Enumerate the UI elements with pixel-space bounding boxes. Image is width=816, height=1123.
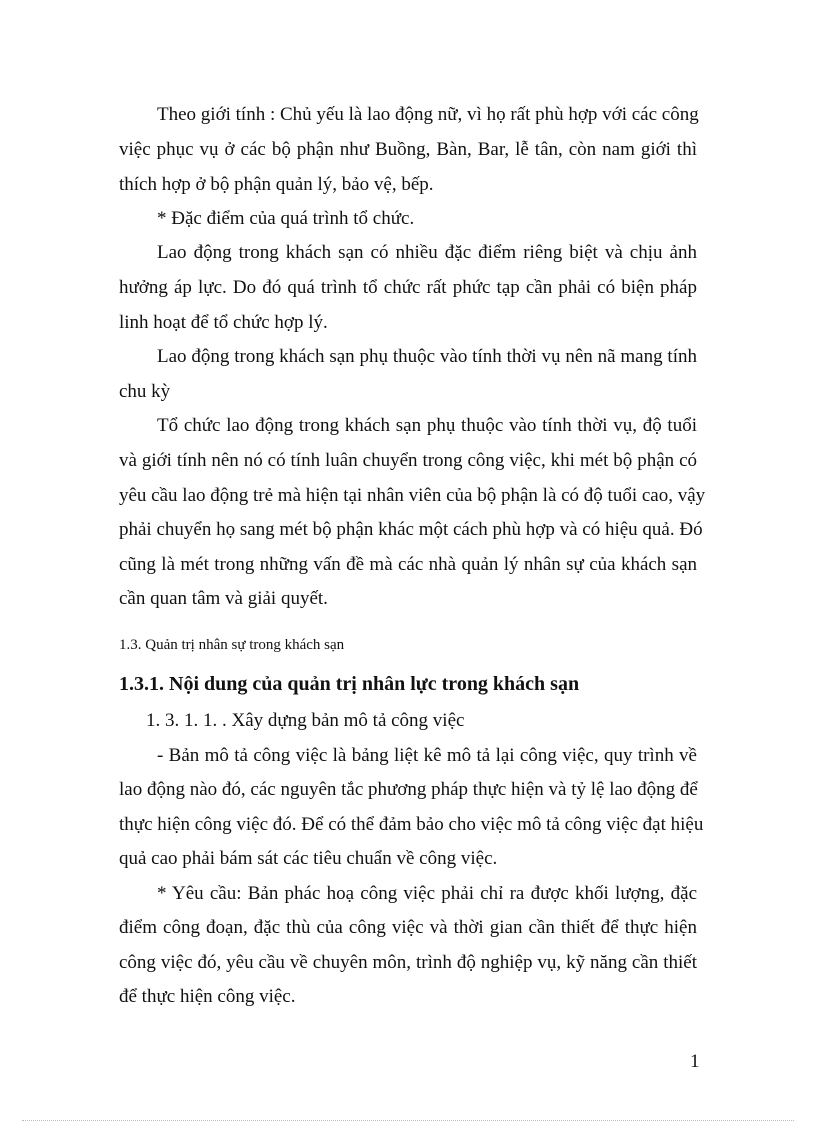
paragraph-line: - Bản mô tả công việc là bảng liệt kê mô tả lại công việc, quy trình về bbox=[157, 745, 697, 766]
paragraph-line: thích hợp ở bộ phận quản lý, bảo vệ, bếp. bbox=[119, 174, 434, 195]
paragraph-line: Lao động trong khách sạn phụ thuộc vào tính thời vụ nên nã mang tính bbox=[157, 346, 697, 367]
paragraph-line: * Đặc điểm của quá trình tổ chức. bbox=[157, 208, 415, 229]
paragraph-line: việc phục vụ ở các bộ phận như Buồng, Bàn, Bar, lễ tân, còn nam giới thì bbox=[119, 139, 697, 160]
paragraph-line: linh hoạt để tổ chức hợp lý. bbox=[119, 312, 328, 333]
paragraph-line: Theo giới tính : Chủ yếu là lao động nữ, vì họ rất phù hợp với các công bbox=[157, 104, 699, 125]
paragraph-line: chu kỳ bbox=[119, 381, 171, 402]
item-heading: 1. 3. 1. 1. . Xây dựng bản mô tả công việc bbox=[146, 710, 465, 731]
paragraph-line: điểm công đoạn, đặc thù của công việc và thời gian cần thiết để thực hiện bbox=[119, 917, 697, 938]
subsection-heading: 1.3.1. Nội dung của quản trị nhân lực trong khách sạn bbox=[119, 673, 580, 695]
paragraph-line: yêu cầu lao động trẻ mà hiện tại nhân viên của bộ phận là có độ tuổi cao, vậy bbox=[119, 485, 706, 506]
page-number: 1 bbox=[690, 1051, 700, 1072]
paragraph-line: và giới tính nên nó có tính luân chuyển trong công việc, khi mét bộ phận có bbox=[119, 450, 697, 471]
paragraph-line: * Yêu cầu: Bản phác hoạ công việc phải chỉ ra được khối lượng, đặc bbox=[157, 883, 697, 904]
paragraph-line: thực hiện công việc đó. Để có thể đảm bảo cho việc mô tả công việc đạt hiệu bbox=[119, 814, 704, 835]
paragraph-line: để thực hiện công việc. bbox=[119, 986, 296, 1007]
footer-divider bbox=[22, 1120, 794, 1121]
paragraph-line: cũng là mét trong những vấn đề mà các nhà quản lý nhân sự của khách sạn bbox=[119, 554, 697, 575]
paragraph-line: quả cao phải bám sát các tiêu chuẩn về công việc. bbox=[119, 848, 498, 869]
paragraph-line: hưởng áp lực. Do đó quá trình tổ chức rất phức tạp cần phải có biện pháp bbox=[119, 277, 697, 298]
paragraph-line: Lao động trong khách sạn có nhiều đặc điểm riêng biệt và chịu ảnh bbox=[157, 242, 697, 263]
paragraph-line: công việc đó, yêu cầu về chuyên môn, trình độ nghiệp vụ, kỹ năng cần thiết bbox=[119, 952, 697, 973]
paragraph-line: Tổ chức lao động trong khách sạn phụ thuộc vào tính thời vụ, độ tuổi bbox=[157, 415, 697, 436]
section-heading: 1.3. Quản trị nhân sự trong khách sạn bbox=[119, 637, 345, 653]
paragraph-line: phải chuyển họ sang mét bộ phận khác một cách phù hợp và có hiệu quả. Đó bbox=[119, 519, 703, 540]
paragraph-line: lao động nào đó, các nguyên tắc phương pháp thực hiện và tỷ lệ lao động để bbox=[119, 779, 698, 800]
paragraph-line: cần quan tâm và giải quyết. bbox=[119, 588, 328, 609]
